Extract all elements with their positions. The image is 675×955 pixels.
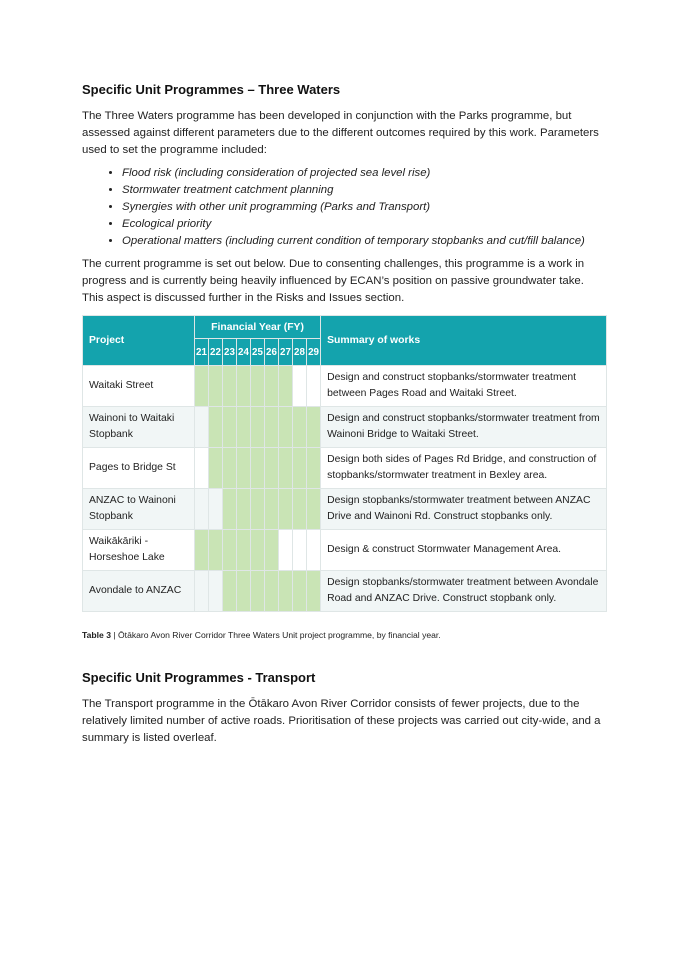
table-row [83, 571, 607, 612]
year-header: 24 [237, 339, 251, 366]
year-cell [209, 448, 223, 489]
year-cell [293, 448, 307, 489]
year-cell [279, 530, 293, 571]
year-cell [293, 407, 307, 448]
year-cell [237, 489, 251, 530]
year-cell [265, 407, 279, 448]
year-cell [237, 407, 251, 448]
year-header: 27 [279, 339, 293, 366]
programme-paragraph: The current programme is set out below. Due to consenting challenges, this programme is a work in progress and is currently being heavily influenced by ECAN’s position on passive groundwater take. This aspect is discussed further in the Risks and Issues section. [82, 258, 585, 304]
section-heading-transport: Specific Unit Programmes - Transport [82, 670, 316, 685]
year-cell [223, 489, 237, 530]
year-cell [265, 571, 279, 612]
year-header: 29 [307, 339, 321, 366]
list-item: • Ecological priority [122, 216, 606, 233]
year-cell [195, 366, 209, 407]
transport-section [82, 670, 606, 747]
project-name: Waikākāriki - Horseshoe Lake [83, 530, 195, 571]
year-cell [251, 448, 265, 489]
header-summary: Summary of works [321, 316, 607, 366]
year-cell [307, 366, 321, 407]
summary-of-works: Design and construct stopbanks/stormwater treatment between Pages Road and Waitaki Street. [321, 366, 607, 407]
year-cell [209, 366, 223, 407]
year-cell [307, 448, 321, 489]
year-cell [279, 448, 293, 489]
year-cell [279, 366, 293, 407]
summary-of-works: Design and construct stopbanks/stormwater treatment from Wainoni Bridge to Waitaki Street. [321, 407, 607, 448]
list-item: • Stormwater treatment catchment planning [122, 182, 606, 199]
project-name: Pages to Bridge St [83, 448, 195, 489]
project-name: Wainoni to Waitaki Stopbank [83, 407, 195, 448]
section-heading-three-waters: Specific Unit Programmes – Three Waters [82, 82, 341, 97]
project-name: Waitaki Street [83, 366, 195, 407]
year-cell [223, 407, 237, 448]
year-header: 26 [265, 339, 279, 366]
year-header: 22 [209, 339, 223, 366]
year-cell [265, 489, 279, 530]
list-item: • Synergies with other unit programming (Parks and Transport) [122, 199, 606, 216]
year-cell [293, 366, 307, 407]
caption-text: | Ōtākaro Avon River Corridor Three Waters Unit project programme, by financial year. [110, 630, 441, 640]
year-cell [279, 489, 293, 530]
list-item: • Operational matters (including current condition of temporary stopbanks and cut/fill balance) [122, 233, 606, 250]
year-cell [195, 530, 209, 571]
year-cell [251, 489, 265, 530]
year-cell [265, 448, 279, 489]
year-cell [279, 407, 293, 448]
project-name: ANZAC to Wainoni Stopbank [83, 489, 195, 530]
intro-paragraph: The Three Waters programme has been developed in conjunction with the Parks programme, but assessed against different parameters due to the different outcomes required by this work. Parameters used to set the programme included: [82, 110, 599, 156]
summary-of-works: Design stopbanks/stormwater treatment between ANZAC Drive and Wainoni Rd. Construct stopbanks only. [321, 489, 607, 530]
year-cell [237, 571, 251, 612]
year-header: 23 [223, 339, 237, 366]
header-financial-year: Financial Year (FY) [195, 316, 321, 339]
year-cell [195, 489, 209, 530]
year-cell [307, 489, 321, 530]
year-cell [265, 366, 279, 407]
year-cell [293, 489, 307, 530]
document-page [82, 78, 606, 753]
year-cell [195, 571, 209, 612]
summary-of-works: Design & construct Stormwater Management Area. [321, 530, 607, 571]
summary-of-works: Design stopbanks/stormwater treatment between Avondale Road and ANZAC Drive. Construct stopbank only. [321, 571, 607, 612]
table-row [83, 407, 607, 448]
year-cell [265, 530, 279, 571]
year-cell [307, 407, 321, 448]
year-cell [237, 366, 251, 407]
year-header: 25 [251, 339, 265, 366]
parameter-list [82, 165, 606, 250]
table-row [83, 366, 607, 407]
year-cell [223, 448, 237, 489]
year-cell [209, 571, 223, 612]
summary-of-works: Design both sides of Pages Rd Bridge, and construction of stopbanks/stormwater treatment in Bexley area. [321, 448, 607, 489]
list-item: • Flood risk (including consideration of projected sea level rise) [122, 165, 606, 182]
table-row [83, 448, 607, 489]
year-cell [307, 530, 321, 571]
year-cell [195, 407, 209, 448]
year-cell [251, 366, 265, 407]
year-cell [237, 530, 251, 571]
year-cell [223, 530, 237, 571]
year-cell [223, 366, 237, 407]
header-project: Project [83, 316, 195, 366]
project-name: Avondale to ANZAC [83, 571, 195, 612]
year-cell [251, 571, 265, 612]
year-cell [293, 530, 307, 571]
table-row [83, 530, 607, 571]
year-cell [293, 571, 307, 612]
programme-table [82, 315, 607, 612]
year-cell [209, 530, 223, 571]
caption-label: Table 3 [82, 630, 111, 640]
year-cell [209, 489, 223, 530]
transport-paragraph: The Transport programme in the Ōtākaro Avon River Corridor consists of fewer projects, due to the relatively limited number of active roads. Prioritisation of these projects was carried out city-wide, and a summary is listed overleaf. [82, 698, 601, 744]
year-cell [209, 407, 223, 448]
year-cell [237, 448, 251, 489]
year-cell [279, 571, 293, 612]
table-caption [82, 630, 606, 640]
year-cell [307, 571, 321, 612]
year-cell [223, 571, 237, 612]
year-cell [195, 448, 209, 489]
year-header: 21 [195, 339, 209, 366]
year-header: 28 [293, 339, 307, 366]
year-cell [251, 530, 265, 571]
year-cell [251, 407, 265, 448]
table-row [83, 489, 607, 530]
